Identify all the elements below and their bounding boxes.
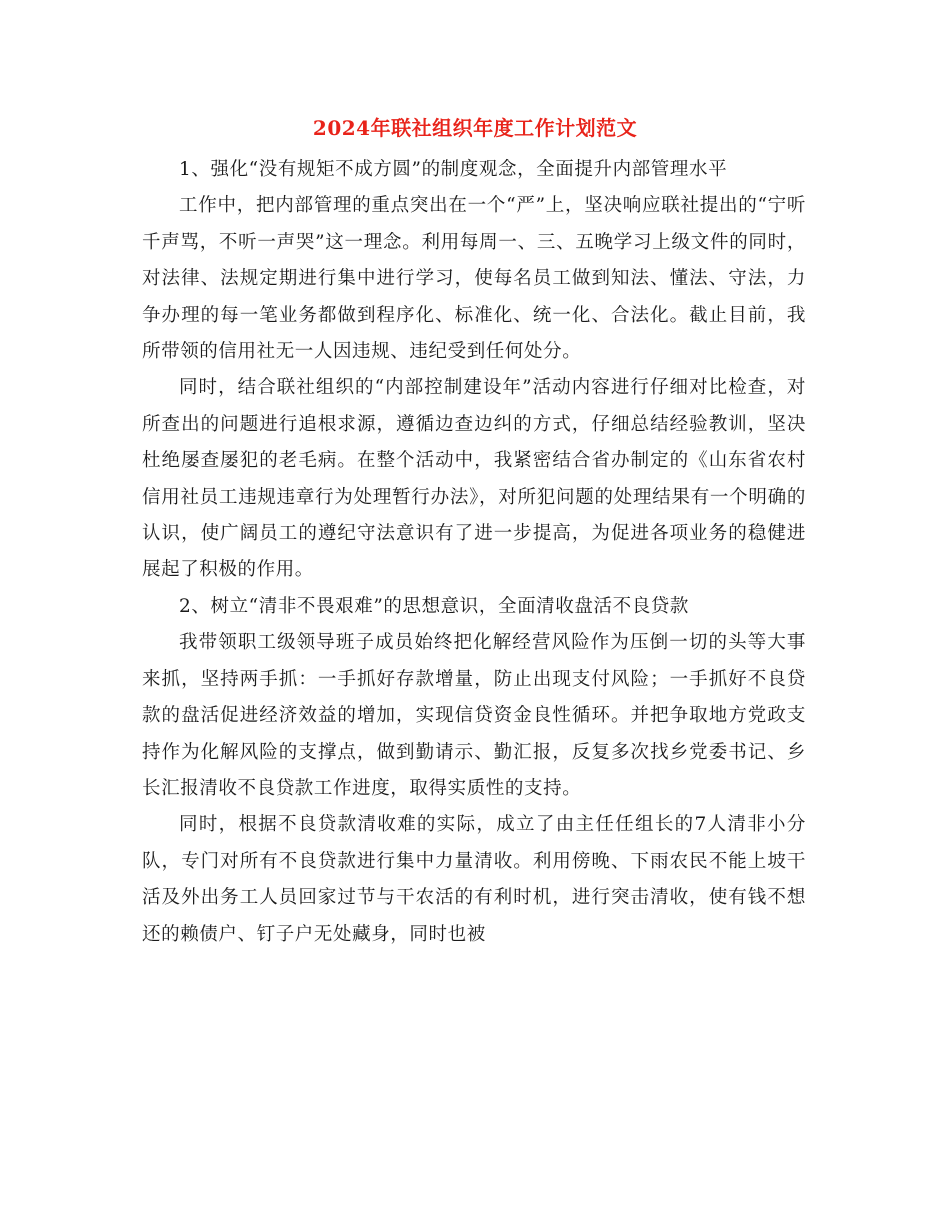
paragraph-6: 同时，根据不良贷款清收难的实际，成立了由主任任组长的7人清非小分队，专门对所有不良贷款进行集中力量清收。利用傍晚、下雨农民不能上坡干活及外出务工人员回家过节与干农活的有利时机，进行突击清收，使有钱不想还的赖债户、钉子户无处藏身，同时也被 xyxy=(142,814,806,945)
paragraph-1: 1、强化“没有规矩不成方圆”的制度观念，全面提升内部管理水平 xyxy=(179,159,728,180)
document-body xyxy=(142,152,806,953)
paragraph-2: 工作中，把内部管理的重点突出在一个“严”上，坚决响应联社提出的“宁听千声骂，不听一声哭”这一理念。利用每周一、三、五晚学习上级文件的同时，对法律、法规定期进行集中进行学习，使每名员工做到知法、懂法、守法，力争办理的每一笔业务都做到程序化、标准化、统一化、合法化。截止目前，我所带领的信用社无一人因违规、违纪受到任何处分。 xyxy=(142,195,806,363)
paragraph-4: 2、树立“清非不畏艰难”的思想意识，全面清收盘活不良贷款 xyxy=(179,595,689,617)
paragraph-3: 同时，结合联社组织的“内部控制建设年”活动内容进行仔细对比检查，对所查出的问题进行追根求源，遵循边查边纠的方式，仔细总结经验教训，坚决杜绝屡查屡犯的老毛病。在整个活动中，我紧密结合省办制定的《山东省农村信用社员工违规违章行为处理暂行办法》，对所犯问题的处理结果有一个明确的认识，使广阔员工的遵纪守法意识有了进一步提高，为促进各项业务的稳健进展起了积极的作用。 xyxy=(142,377,806,581)
paragraph-5: 我带领职工级领导班子成员始终把化解经营风险作为压倒一切的头等大事来抓，坚持两手抓：一手抓好存款增量，防止出现支付风险；一手抓好不良贷款的盘活促进经济效益的增加，实现信贷资金良性循环。并把争取地方党政支持作为化解风险的支撑点，做到勤请示、勤汇报，反复多次找乡党委书记、乡长汇报清收不良贷款工作进度，取得实质性的支持。 xyxy=(142,632,806,799)
document-title: 2024年联社组织年度工作计划范文 xyxy=(312,116,638,140)
